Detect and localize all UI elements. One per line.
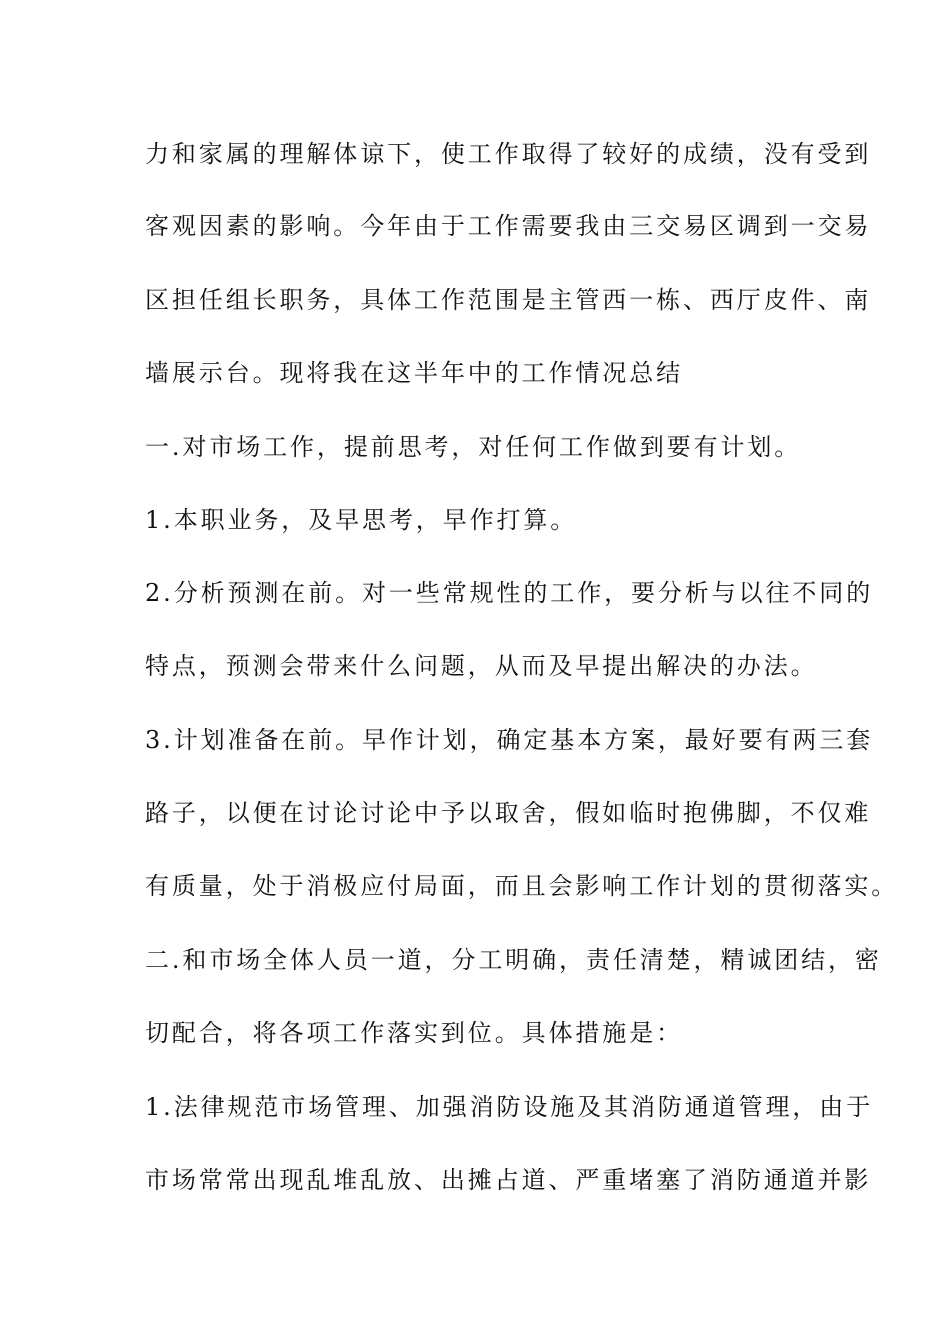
section-heading-1: 一.对市场工作，提前思考，对任何工作做到要有计划。	[145, 433, 802, 461]
section-heading-2: 二.和市场全体人员一道，分工明确，责任清楚，精诚团结，密	[145, 946, 882, 974]
paragraph-line: 路子，以便在讨论讨论中予以取舍，假如临时抱佛脚，不仅难	[145, 799, 872, 827]
list-item: 2.分析预测在前。对一些常规性的工作，要分析与以往不同的	[145, 579, 874, 607]
paragraph-line: 特点，预测会带来什么问题，从而及早提出解决的办法。	[145, 652, 818, 680]
paragraph-line: 区担任组长职务，具体工作范围是主管西一栋、西厅皮件、南	[145, 286, 872, 314]
paragraph-line: 市场常常出现乱堆乱放、出摊占道、严重堵塞了消防通道并影	[145, 1166, 872, 1194]
paragraph-line: 切配合，将各项工作落实到位。具体措施是：	[145, 1019, 683, 1047]
paragraph-line: 力和家属的理解体谅下，使工作取得了较好的成绩，没有受到	[145, 140, 872, 168]
paragraph-line: 墙展示台。现将我在这半年中的工作情况总结	[145, 359, 683, 387]
paragraph-line: 客观因素的影响。今年由于工作需要我由三交易区调到一交易	[145, 212, 872, 240]
paragraph-line: 有质量，处于消极应付局面，而且会影响工作计划的贯彻落实。	[145, 872, 899, 900]
list-item: 1.本职业务，及早思考，早作打算。	[145, 506, 578, 534]
list-item: 3.计划准备在前。早作计划，确定基本方案，最好要有两三套	[145, 726, 874, 754]
list-item: 1.法律规范市场管理、加强消防设施及其消防通道管理，由于	[145, 1093, 874, 1121]
